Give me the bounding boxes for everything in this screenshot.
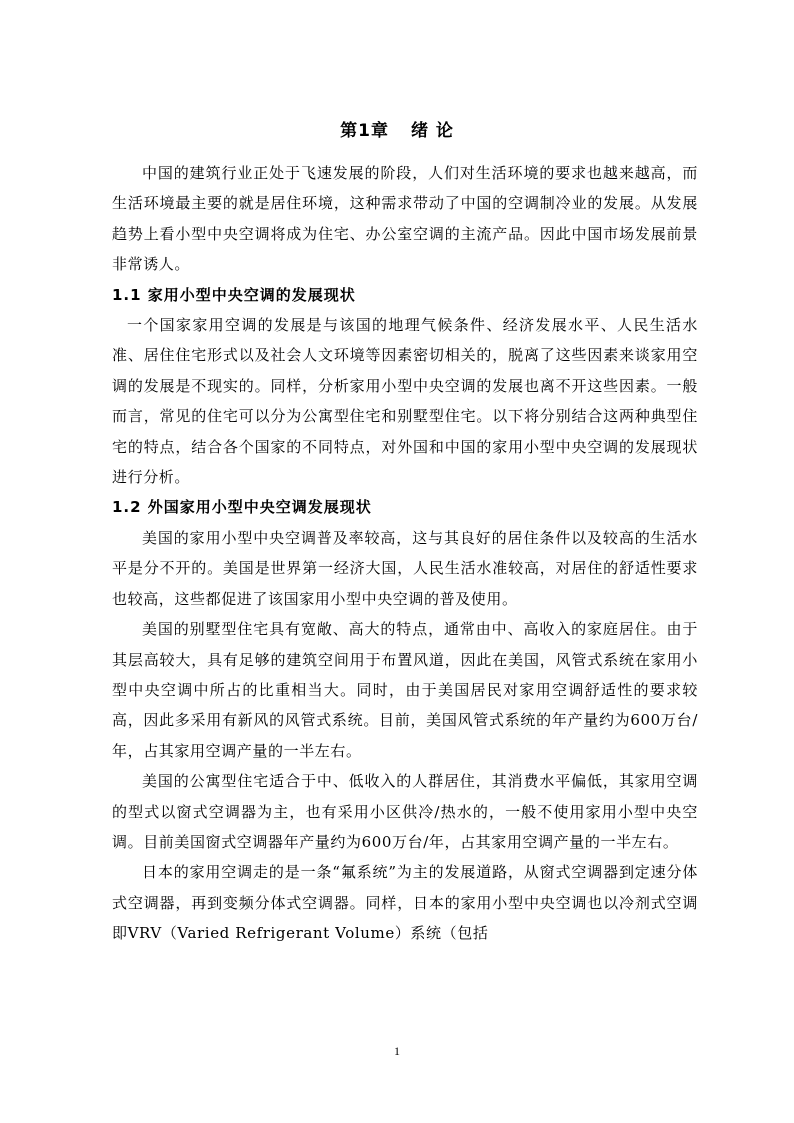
section-1-1-paragraph: 一个国家家用空调的发展是与该国的地理气候条件、经济发展水平、人民生活水准、居住住宅形式以及社会人文环境等因素密切相关的，脱离了这些因素来谈家用空调的发展是不现实的。同样，分析家用小型中央空调的发展也离不开这些因素。一般而言，常见的住宅可以分为公寓型住宅和别墅型住宅。以下将分别结合这两种典型住宅的特点，结合各个国家的不同特点，对外国和中国的家用小型中央空调的发展现状进行分析。 [112,316,698,487]
chapter-title [0,116,794,141]
section-heading-1-1: 1.1 家用小型中央空调的发展现状 [112,285,356,304]
section-1-2-paragraph-us-apartment: 美国的公寓型住宅适合于中、低收入的人群居住，其消费水平偏低，其家用空调的型式以窗式空调器为主，也有采用小区供冷/热水的，一般不使用家用小型中央空调。目前美国窗式空调器年产量约为600万台/年，占其家用空调产量的一半左右。 [112,772,698,851]
chapter-number: 第1章 [340,121,389,141]
chapter-name: 绪 论 [410,121,454,141]
intro-paragraph: 中国的建筑行业正处于飞速发展的阶段，人们对生活环境的要求也越来越高，而生活环境最主要的就是居住环境，这种需求带动了中国的空调制冷业的发展。从发展趋势上看小型中央空调将成为住宅、办公室空调的主流产品。因此中国市场发展前景非常诱人。 [112,164,698,274]
section-heading-1-2: 1.2 外国家用小型中央空调发展现状 [112,498,372,517]
section-1-2-paragraph-us-villa: 美国的别墅型住宅具有宽敞、高大的特点，通常由中、高收入的家庭居住。由于其层高较大，具有足够的建筑空间用于布置风道，因此在美国，风管式系统在家用小型中央空调中所占的比重相当大。同时，由于美国居民对家用空调舒适性的要求较高，因此多采用有新风的风管式系统。目前，美国风管式系统的年产量约为600万台/年，占其家用空调产量的一半左右。 [112,620,698,760]
section-1-2-paragraph-japan: 日本的家用空调走的是一条“氟系统”为主的发展道路，从窗式空调器到定速分体式空调器，再到变频分体式空调器。同样，日本的家用小型中央空调也以冷剂式空调即VRV（Varied Refrigerant Volume）系统（包括 [112,863,698,943]
document-body [112,158,698,949]
section-1-2-paragraph-us-overview: 美国的家用小型中央空调普及率较高，这与其良好的居住条件以及较高的生活水平是分不开的。美国是世界第一经济大国，人民生活水准较高，对居住的舒适性要求也较高，这些都促进了该国家用小型中央空调的普及使用。 [112,528,698,608]
page-number: 1 [394,1044,400,1058]
